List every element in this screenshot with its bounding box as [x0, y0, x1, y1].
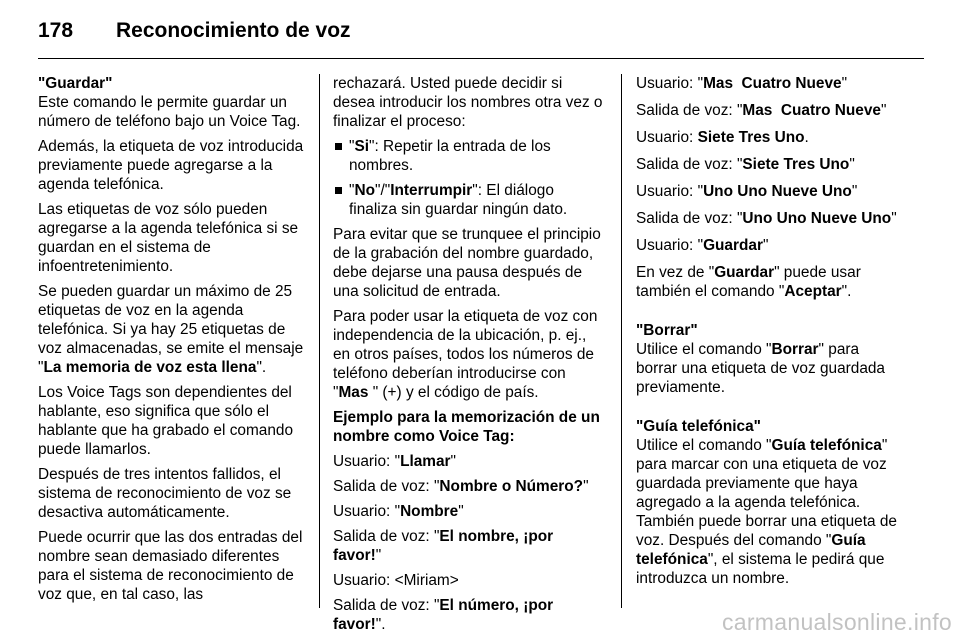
spacer — [636, 403, 902, 417]
bold-text: Uno Uno Nueve Uno — [742, 210, 892, 227]
header-rule — [38, 58, 924, 59]
bold-text: El número, ¡por favor! — [333, 597, 554, 633]
text: " (+) y el código de país. — [368, 384, 539, 401]
text: En vez de " — [636, 264, 715, 281]
text: " — [841, 75, 848, 92]
text: Usuario: " — [333, 453, 401, 470]
text: " — [450, 453, 457, 470]
text: Usuario: " — [636, 237, 704, 254]
column-divider-1 — [319, 74, 320, 608]
dialog-line — [636, 209, 902, 228]
bold-text: Llamar — [400, 453, 451, 470]
text: ". — [256, 359, 267, 376]
text: " — [880, 102, 887, 119]
text: ". — [841, 283, 852, 300]
bold-text: Uno Uno Nueve Uno — [703, 183, 852, 200]
bold-text: Interrumpir — [390, 182, 473, 199]
bold-text: La memoria de voz esta llena — [43, 359, 257, 376]
page-number: 178 — [38, 19, 74, 42]
paragraph: Este comando le permite guardar un número de teléfono bajo un Voice Tag. — [38, 94, 301, 130]
paragraph — [636, 263, 902, 301]
list-item — [333, 137, 603, 175]
text: Usuario: — [636, 129, 698, 146]
page-header — [38, 14, 351, 48]
section-heading-guia: "Guía telefónica" — [636, 418, 761, 435]
text: ", el sistema le pedirá que introduzca un nombre. — [636, 551, 885, 587]
bold-text: Si — [354, 138, 370, 155]
dialog-line — [636, 155, 902, 174]
section-heading-guardar: "Guardar" — [38, 75, 113, 92]
page-title: Reconocimiento de voz — [116, 19, 351, 42]
text: Utilice el comando " — [636, 437, 772, 454]
text: " — [349, 138, 355, 155]
paragraph: Además, la etiqueta de voz introducida previamente puede agregarse a la agenda telefónica. — [38, 138, 304, 193]
bold-text: Guía telefónica — [636, 532, 866, 568]
section-heading-borrar: "Borrar" — [636, 322, 698, 339]
dialog-line — [333, 452, 603, 471]
text: " para borrar una etiqueta de voz guardada previamente. — [636, 341, 885, 396]
column-3 — [636, 74, 902, 594]
paragraph: Los Voice Tags son dependientes del hablante, eso significa que sólo el hablante que ha grabado el comando puede llamarlos. — [38, 384, 294, 458]
text: Utilice el comando " — [636, 341, 772, 358]
text: Usuario: " — [636, 183, 704, 200]
dialog-line — [636, 236, 902, 255]
text: Salida de voz: " — [636, 210, 743, 227]
text: " — [349, 182, 355, 199]
paragraph: rechazará. Usted puede decidir si desea introducir los nombres otra vez o finalizar el proceso: — [333, 75, 603, 130]
text: Usuario: " — [636, 75, 704, 92]
bold-text: El nombre, ¡por favor! — [333, 528, 554, 564]
text: Para poder usar la etiqueta de voz con independencia de la ubicación, p. ej., en otros países, todos los números de teléfono deberían introducirse con " — [333, 308, 598, 401]
bold-text: Mas Cuatro Nueve — [703, 75, 842, 92]
text: Usuario: " — [333, 503, 401, 520]
column-1 — [38, 74, 308, 610]
paragraph — [38, 282, 308, 377]
bold-text: Guía telefónica — [771, 437, 882, 454]
dialog-line — [636, 74, 902, 93]
text: "/" — [375, 182, 391, 199]
bold-text: Aceptar — [784, 283, 842, 300]
text: Salida de voz: " — [333, 597, 440, 614]
spacer — [636, 307, 902, 321]
paragraph: Para evitar que se trunquee el principio de la grabación del nombre guardado, debe dejarse una pausa después de una solicitud de entrada. — [333, 226, 601, 300]
bold-text: Mas Cuatro Nueve — [742, 102, 881, 119]
dialog-line — [636, 128, 902, 147]
text: " puede usar también el comando " — [636, 264, 861, 300]
text: Salida de voz: " — [636, 156, 743, 173]
paragraph: Puede ocurrir que las dos entradas del nombre sean demasiado diferentes para el sistema de reconocimiento de voz que, en tal caso, las — [38, 529, 303, 603]
column-2 — [333, 74, 603, 640]
dialog-line — [333, 596, 603, 634]
bold-text: Siete Tres Uno — [697, 129, 805, 146]
text: " — [375, 547, 382, 564]
list-item — [333, 181, 603, 219]
bold-text: Nombre — [400, 503, 459, 520]
bold-text: No — [354, 182, 375, 199]
bold-text: Nombre o Número? — [439, 478, 584, 495]
text: ". — [375, 616, 386, 633]
dialog-line — [636, 101, 902, 120]
column-divider-2 — [621, 74, 622, 608]
watermark: carmanualsonline.info — [721, 609, 952, 635]
text: " — [762, 237, 769, 254]
dialog-line: Usuario: <Miriam> — [333, 572, 459, 589]
dialog-line — [333, 477, 603, 496]
dialog-line — [333, 502, 603, 521]
text: " — [849, 156, 855, 173]
bold-text: Guardar — [703, 237, 763, 254]
text: . — [804, 129, 809, 146]
text: Salida de voz: " — [333, 478, 440, 495]
text: " — [458, 503, 464, 520]
bold-text: Guardar — [714, 264, 775, 281]
paragraph — [636, 340, 902, 397]
bold-text: Borrar — [771, 341, 819, 358]
dialog-line — [333, 527, 603, 565]
paragraph — [636, 436, 902, 588]
example-heading: Ejemplo para la memorización de un nombre como Voice Tag: — [333, 409, 600, 445]
text: ": El diálogo finaliza sin guardar ningún dato. — [349, 182, 568, 218]
paragraph — [333, 307, 603, 402]
text: " — [583, 478, 589, 495]
text: Salida de voz: " — [333, 528, 440, 545]
option-list — [333, 137, 603, 219]
text: " — [891, 210, 897, 227]
text: " — [851, 183, 858, 200]
text: Se pueden guardar un máximo de 25 etiquetas de voz en la agenda telefónica. Si ya hay 25 etiquetas de voz almacenadas, se emite el mensaje " — [38, 283, 304, 376]
dialog-line — [636, 182, 902, 201]
paragraph: Después de tres intentos fallidos, el sistema de reconocimiento de voz se desactiva automáticamente. — [38, 466, 292, 521]
paragraph: Las etiquetas de voz sólo pueden agregarse a la agenda telefónica si se guardan en el sistema de infoentretenimiento. — [38, 201, 299, 275]
bold-text: Siete Tres Uno — [742, 156, 850, 173]
bold-text: Mas — [338, 384, 369, 401]
text: Salida de voz: " — [636, 102, 743, 119]
text: " para marcar con una etiqueta de voz guardada previamente que haya agregado a la agenda telefónica. También puede borrar una etiqueta de voz. Después del comando " — [636, 437, 897, 549]
text: ": Repetir la entrada de los nombres. — [349, 138, 551, 174]
